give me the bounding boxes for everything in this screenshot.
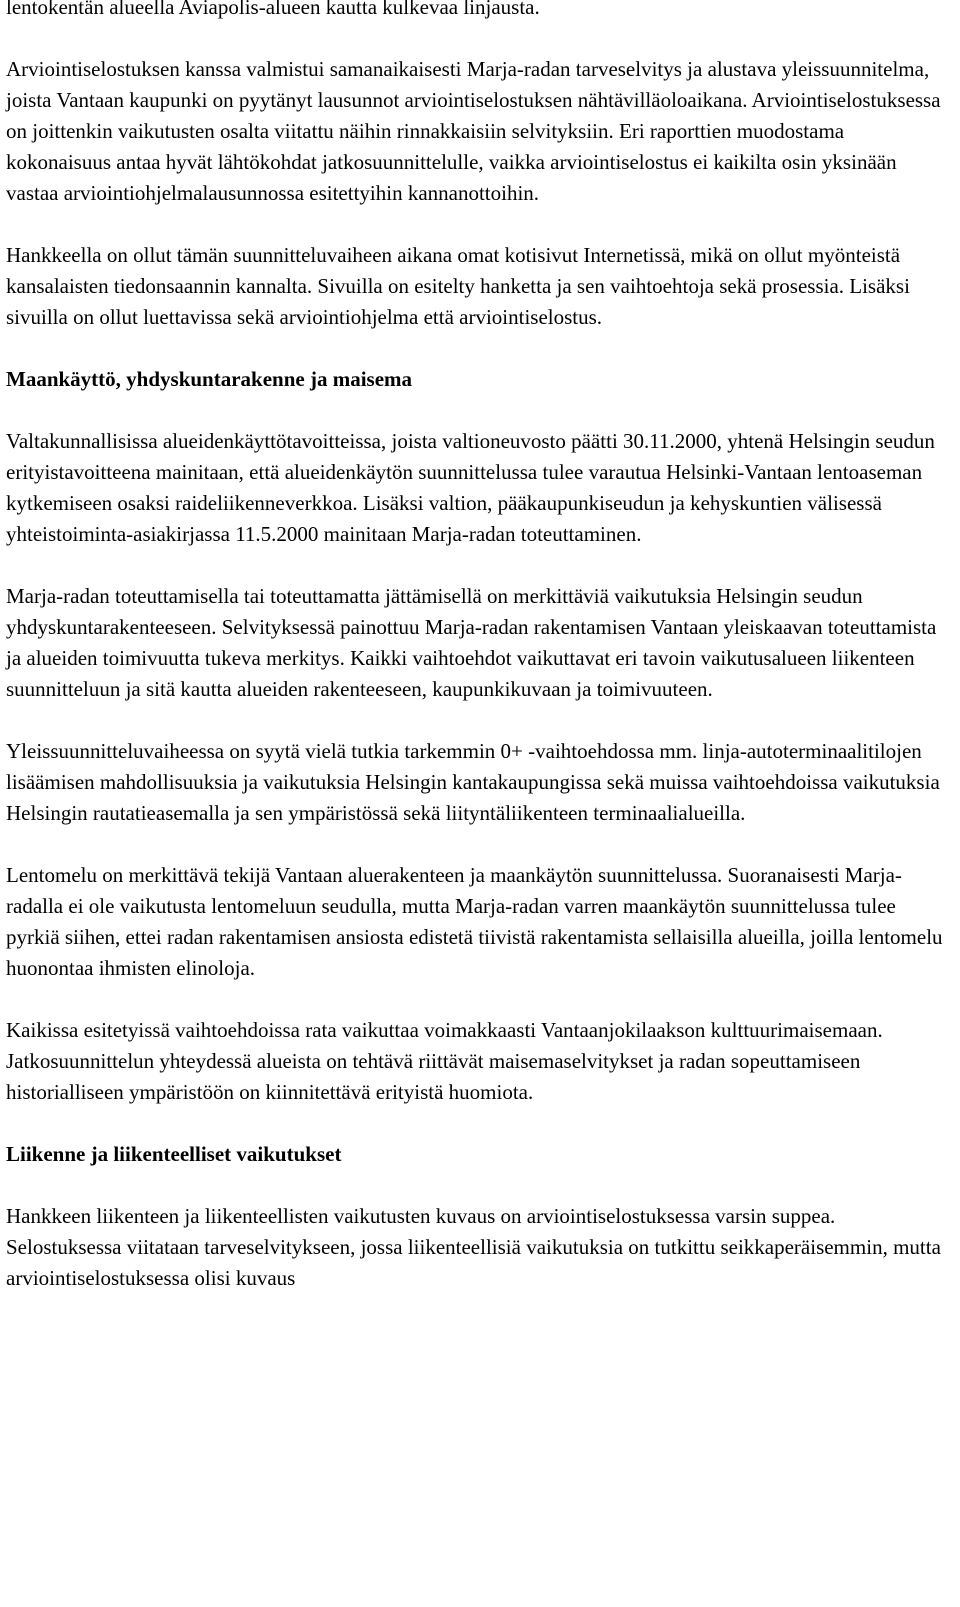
- paragraph-traffic-description: Hankkeen liikenteen ja liikenteellisten vaikutusten kuvaus on arviointiselostuksessa varsin suppea. Selostuksessa viitataan tarveselvitykseen, jossa liikenteellisiä vaikutuksia on tutkittu seikkaperäisemmin, mutta arviointiselostuksessa olisi kuvaus: [6, 1204, 941, 1290]
- paragraph-companion-reports: Arviointiselostuksen kanssa valmistui samanaikaisesti Marja-radan tarveselvitys ja alustava yleissuunnitelma, joista Vantaan kaupunki on pyytänyt lausunnot arviointiselostuksen nähtävilläoloaikana. Arviointiselostuksessa on joittenkin vaikutusten osalta viitattu näihin rinnakkaisiin selvityksiin. Eri raporttien muodostama kokonaisuus antaa hyvät lähtökohdat jatkosuunnittelulle, vaikka arviointiselostus ei kaikilta osin yksinään vastaa arviointiohjelmalausunnossa esitettyihin kannanottoihin.: [6, 57, 941, 205]
- paragraph-national-goals: Valtakunnallisissa alueidenkäyttötavoitteissa, joista valtioneuvosto päätti 30.11.2000, yhtenä Helsingin seudun erityistavoitteena mainitaan, että alueidenkäytön suunnittelussa tulee varautua Helsinki-Vantaan lentoaseman kytkemiseen osaksi raideliikenneverkkoa. Lisäksi valtion, pääkaupunkiseudun ja kehyskuntien välisessä yhteistoiminta-asiakirjassa 11.5.2000 mainitaan Marja-radan toteuttaminen.: [6, 429, 935, 546]
- paragraph-project-website: Hankkeella on ollut tämän suunnitteluvaiheen aikana omat kotisivut Internetissä, mikä on ollut myönteistä kansalaisten tiedonsaannin kannalta. Sivuilla on esitelty hanketta ja sen vaihtoehtoja sekä prosessia. Lisäksi sivuilla on ollut luettavissa sekä arviointiohjelma että arviointiselostus.: [6, 243, 910, 329]
- paragraph-urban-structure: Marja-radan toteuttamisella tai toteuttamatta jättämisellä on merkittäviä vaikutuksia Helsingin seudun yhdyskuntarakenteeseen. Selvityksessä painottuu Marja-radan rakentamisen Vantaan yleiskaavan toteuttamista ja alueiden toimivuutta tukeva merkitys. Kaikki vaihtoehdot vaikuttavat eri tavoin vaikutusalueen liikenteen suunnitteluun ja sitä kautta alueiden rakenteeseen, kaupunkikuvaan ja toimivuuteen.: [6, 584, 937, 701]
- paragraph-fragment-top: lentokentän alueella Aviapolis-alueen kautta kulkevaa linjausta.: [6, 0, 540, 19]
- section-heading-traffic: Liikenne ja liikenteelliset vaikutukset: [6, 1142, 342, 1166]
- paragraph-general-planning: Yleissuunnitteluvaiheessa on syytä vielä tutkia tarkemmin 0+ -vaihtoehdossa mm. linja-autoterminaalitilojen lisäämisen mahdollisuuksia ja vaikutuksia Helsingin kantakaupungissa sekä muissa vaihtoehdoissa vaikutuksia Helsingin rautatieasemalla ja sen ympäristössä sekä liityntäliikenteen terminaalialueilla.: [6, 739, 940, 825]
- section-heading-land-use: Maankäyttö, yhdyskuntarakenne ja maisema: [6, 367, 413, 391]
- paragraph-cultural-landscape: Kaikissa esitetyissä vaihtoehdoissa rata vaikuttaa voimakkaasti Vantaanjokilaakson kulttuurimaisemaan. Jatkosuunnittelun yhteydessä alueista on tehtävä riittävät maisemaselvitykset ja radan sopeuttamiseen historialliseen ympäristöön on kiinnitettävä erityistä huomiota.: [6, 1018, 883, 1104]
- document-page: [6, 0, 954, 1325]
- paragraph-aircraft-noise: Lentomelu on merkittävä tekijä Vantaan aluerakenteen ja maankäytön suunnittelussa. Suoranaisesti Marja-radalla ei ole vaikutusta lentomeluun seudulla, mutta Marja-radan varren maankäytön suunnittelussa tulee pyrkiä siihen, ettei radan rakentamisen ansiosta edistetä tiivistä rakentamista sellaisilla alueilla, joilla lentomelu huonontaa ihmisten elinoloja.: [6, 863, 943, 980]
